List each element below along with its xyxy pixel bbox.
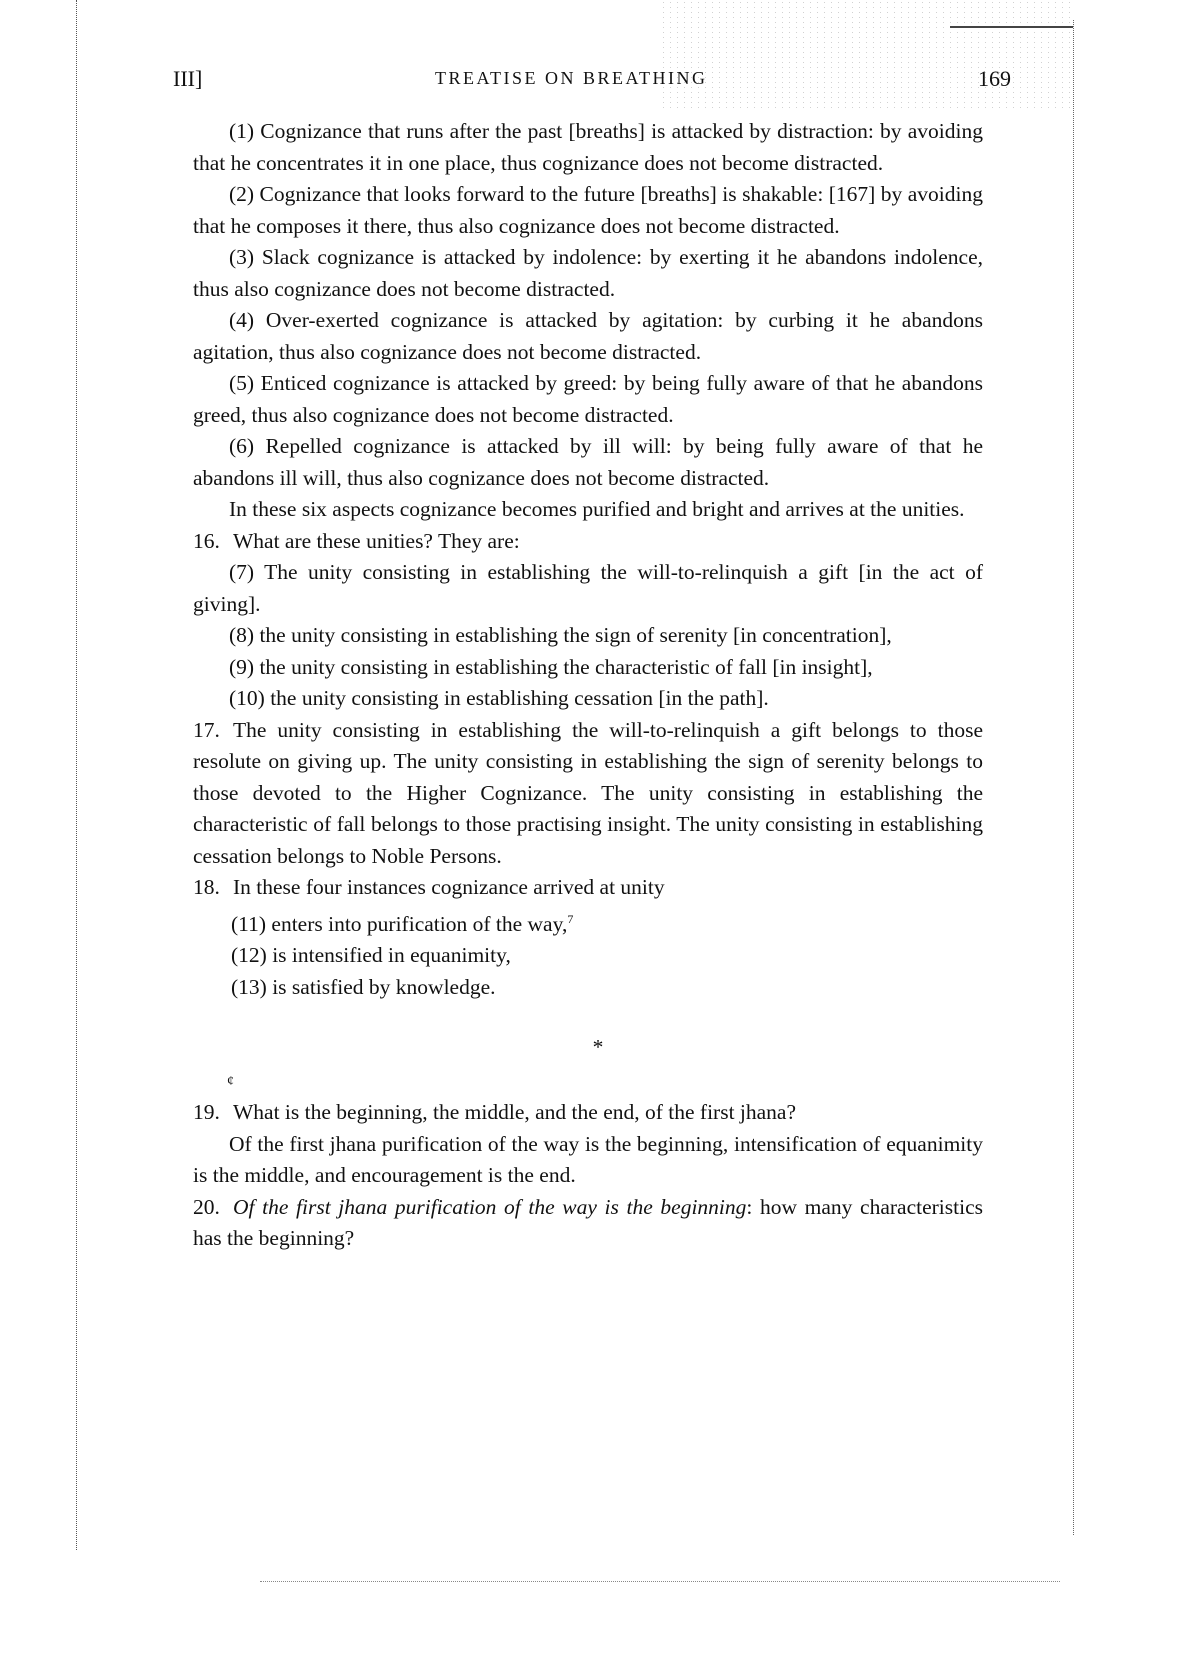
unity-8: (8) the unity consisting in establishing the sign of serenity [in concentration], — [229, 623, 892, 647]
running-title: TREATISE ON BREATHING — [435, 68, 708, 88]
item-12: (12) is intensified in equanimity, — [231, 943, 511, 968]
section-number: 20. — [193, 1194, 220, 1219]
chapter-marker: III] — [173, 66, 203, 91]
paragraph-3: (3) Slack cognizance is attacked by indolence: by exerting it he abandons indolence, thus also cognizance does not become distracted. — [193, 245, 983, 301]
item-text: (11) enters into purification of the way, — [231, 911, 568, 936]
item-11 — [193, 904, 983, 941]
unity-7: (7) The unity consisting in establishing the will-to-relinquish a gift [in the act of giving]. — [193, 560, 983, 616]
section-text: : how many characteristics has the beginning? — [193, 1194, 983, 1251]
section-text: In these four instances cognizance arrived at unity — [233, 875, 665, 899]
page-number: 169 — [978, 66, 1011, 91]
paragraph-4: (4) Over-exerted cognizance is attacked by agitation: by curbing it he abandons agitation, thus also cognizance does not become distracted. — [193, 308, 983, 364]
scan-edge-left — [76, 0, 77, 1550]
section-19 — [193, 1097, 983, 1129]
section-quote: Of the first jhana purification of the way is the beginning — [233, 1194, 747, 1219]
scan-noise — [660, 0, 1070, 110]
section-17 — [193, 715, 983, 873]
running-header — [0, 62, 1184, 92]
section-separator: * — [592, 1035, 604, 1060]
section-text: What are these unities? They are: — [233, 528, 520, 553]
unity-9: (9) the unity consisting in establishing the characteristic of fall [in insight], — [229, 654, 873, 679]
item-13: (13) is satisfied by knowledge. — [231, 974, 496, 999]
paragraph-5: (5) Enticed cognizance is attacked by greed: by being fully aware of that he abandons greed, thus also cognizance does not become distracted. — [193, 371, 983, 427]
section-number: 17. — [193, 717, 220, 742]
section-number: 16. — [193, 528, 220, 553]
section-number: 19. — [193, 1100, 220, 1125]
scan-edge-bottom — [260, 1581, 1060, 1582]
paragraph-six-aspects: In these six aspects cognizance becomes purified and bright and arrives at the unities. — [229, 497, 965, 521]
footnote-ref: 7 — [567, 911, 574, 926]
section-text: The unity consisting in establishing the will-to-relinquish a gift belongs to those resolute on giving up. The unity consisting in establishing the sign of serenity belongs to those devoted to the Higher Cognizance. The unity consisting in establishing the characteristic of fall belongs to those practising insight. The unity consisting in establishing cessation belongs to Noble Persons. — [193, 717, 983, 868]
section-number: 18. — [193, 875, 220, 899]
page-body — [193, 116, 983, 1255]
scan-edge-right — [1073, 20, 1074, 1535]
scan-edge-top — [950, 26, 1073, 28]
section-19-answer: Of the first jhana purification of the way is the beginning, intensification of equanimity is the middle, and encouragement is the end. — [193, 1131, 983, 1188]
section-20 — [193, 1192, 983, 1255]
paragraph-2: (2) Cognizance that looks forward to the future [breaths] is shakable: [167] by avoiding that he composes it there, thus also cognizance does not become distracted. — [193, 182, 983, 238]
stray-mark: ¢ — [227, 1074, 234, 1090]
unity-10: (10) the unity consisting in establishing cessation [in the path]. — [229, 686, 769, 710]
paragraph-6: (6) Repelled cognizance is attacked by ill will: by being fully aware of that he abandons ill will, thus also cognizance does not become distracted. — [193, 434, 983, 490]
section-16 — [193, 526, 983, 558]
section-text: What is the beginning, the middle, and the end, of the first jhana? — [233, 1100, 797, 1125]
paragraph-1: (1) Cognizance that runs after the past [breaths] is attacked by distraction: by avoiding that he concentrates it in one place, thus cognizance does not become distracted. — [193, 119, 983, 175]
section-18 — [193, 872, 983, 904]
